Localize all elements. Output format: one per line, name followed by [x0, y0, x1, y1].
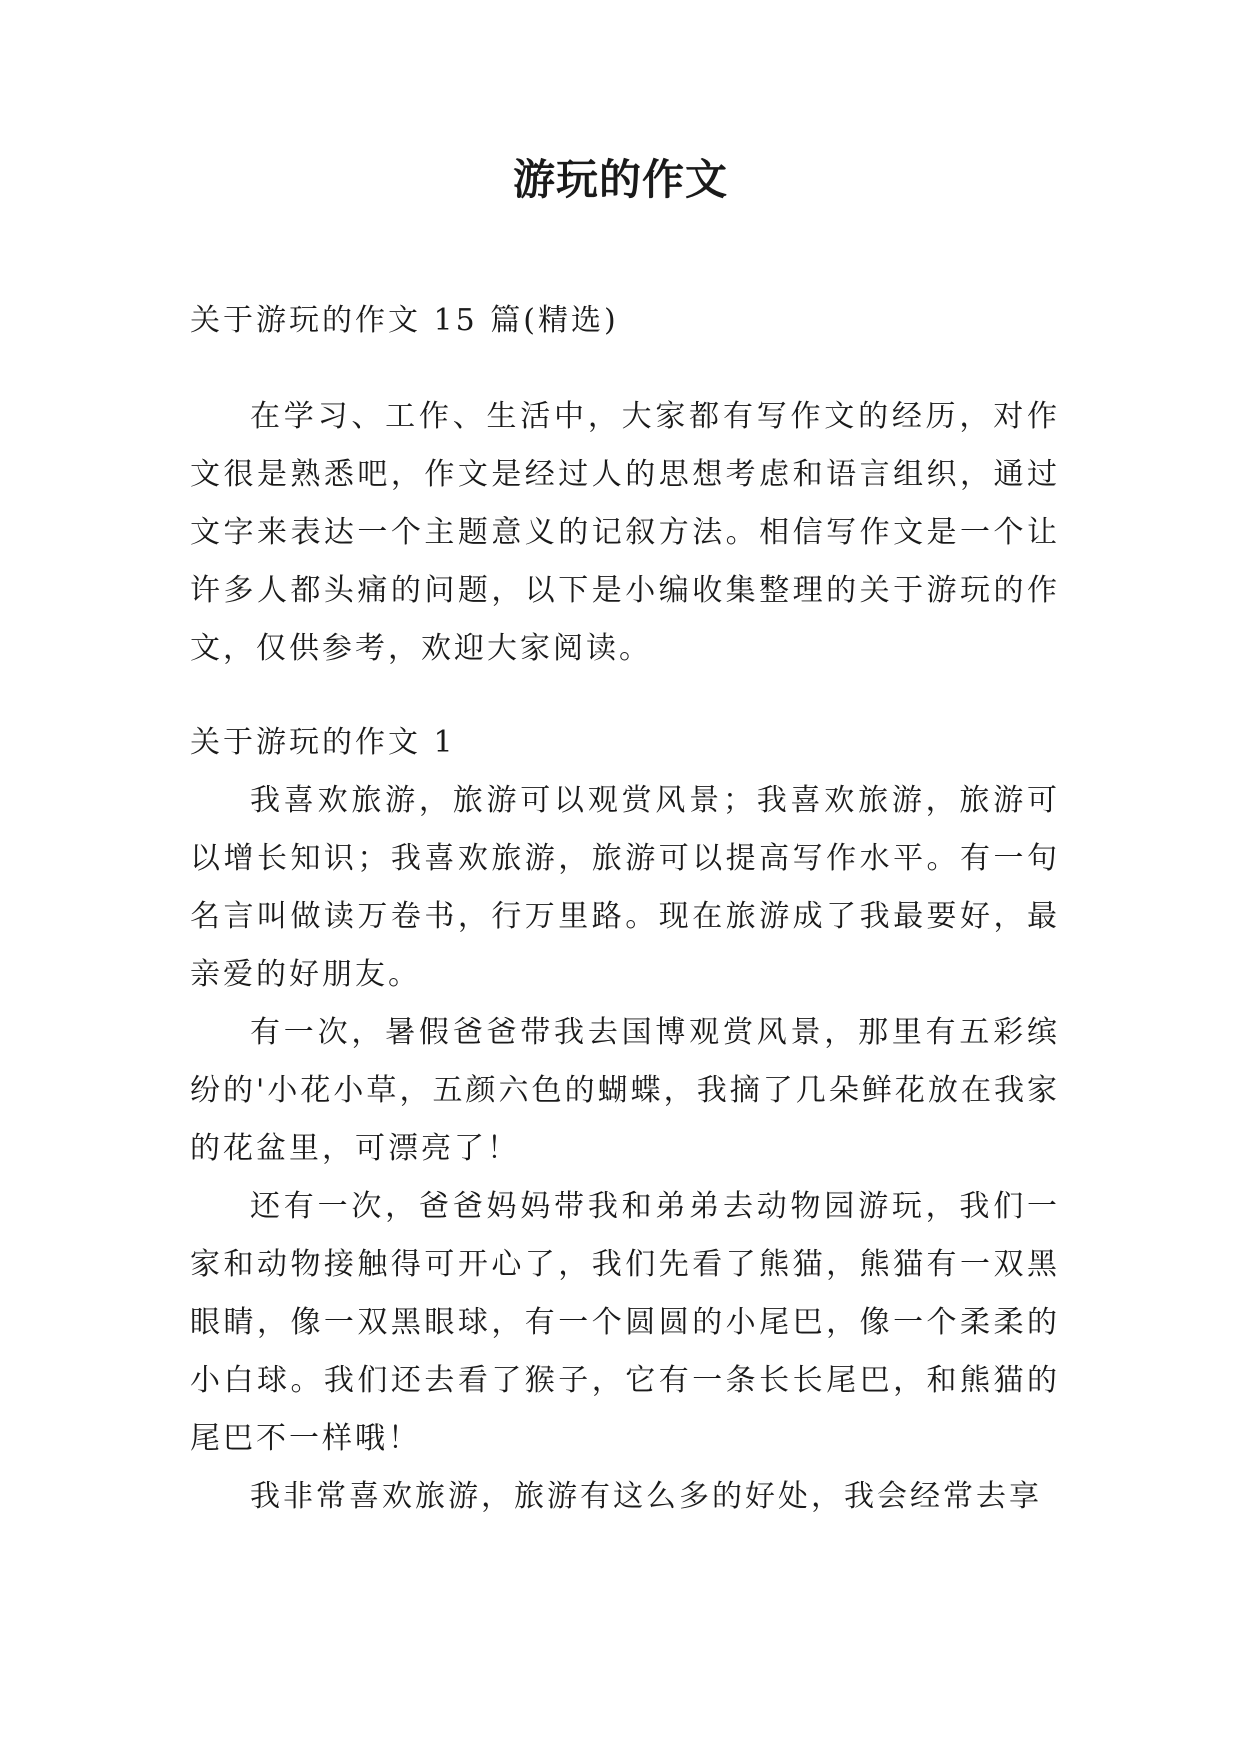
body-paragraph: 我非常喜欢旅游，旅游有这么多的好处，我会经常去享: [250, 1479, 1042, 1514]
body-paragraph: 有一次，暑假爸爸带我去国博观赏风景，那里有五彩缤纷的'小花小草，五颜六色的蝴蝶，我摘了几朵鲜花放在我家的花盆里，可漂亮了！: [190, 1015, 1060, 1166]
body-paragraph: 还有一次，爸爸妈妈带我和弟弟去动物园游玩，我们一家和动物接触得可开心了，我们先看了熊猫，熊猫有一双黑眼睛，像一双黑眼球，有一个圆圆的小尾巴，像一个柔柔的小白球。我们还去看了猴子，它有一条长长尾巴，和熊猫的尾巴不一样哦！: [190, 1189, 1060, 1456]
intro-paragraph: 在学习、工作、生活中，大家都有写作文的经历，对作文很是熟悉吧，作文是经过人的思想考虑和语言组织，通过文字来表达一个主题意义的记叙方法。相信写作文是一个让许多人都头痛的问题，以下是小编收集整理的关于游玩的作文，仅供参考，欢迎大家阅读。: [190, 399, 1060, 666]
document-subtitle: 关于游玩的作文 15 篇(精选): [190, 303, 619, 338]
document-body: [190, 292, 1060, 1526]
body-paragraph: 我喜欢旅游，旅游可以观赏风景；我喜欢旅游，旅游可以增长知识；我喜欢旅游，旅游可以提高写作水平。有一句名言叫做读万卷书，行万里路。现在旅游成了我最要好，最亲爱的好朋友。: [190, 783, 1060, 992]
document-title: 游玩的作文: [512, 155, 728, 204]
section-heading: 关于游玩的作文 1: [190, 725, 456, 760]
